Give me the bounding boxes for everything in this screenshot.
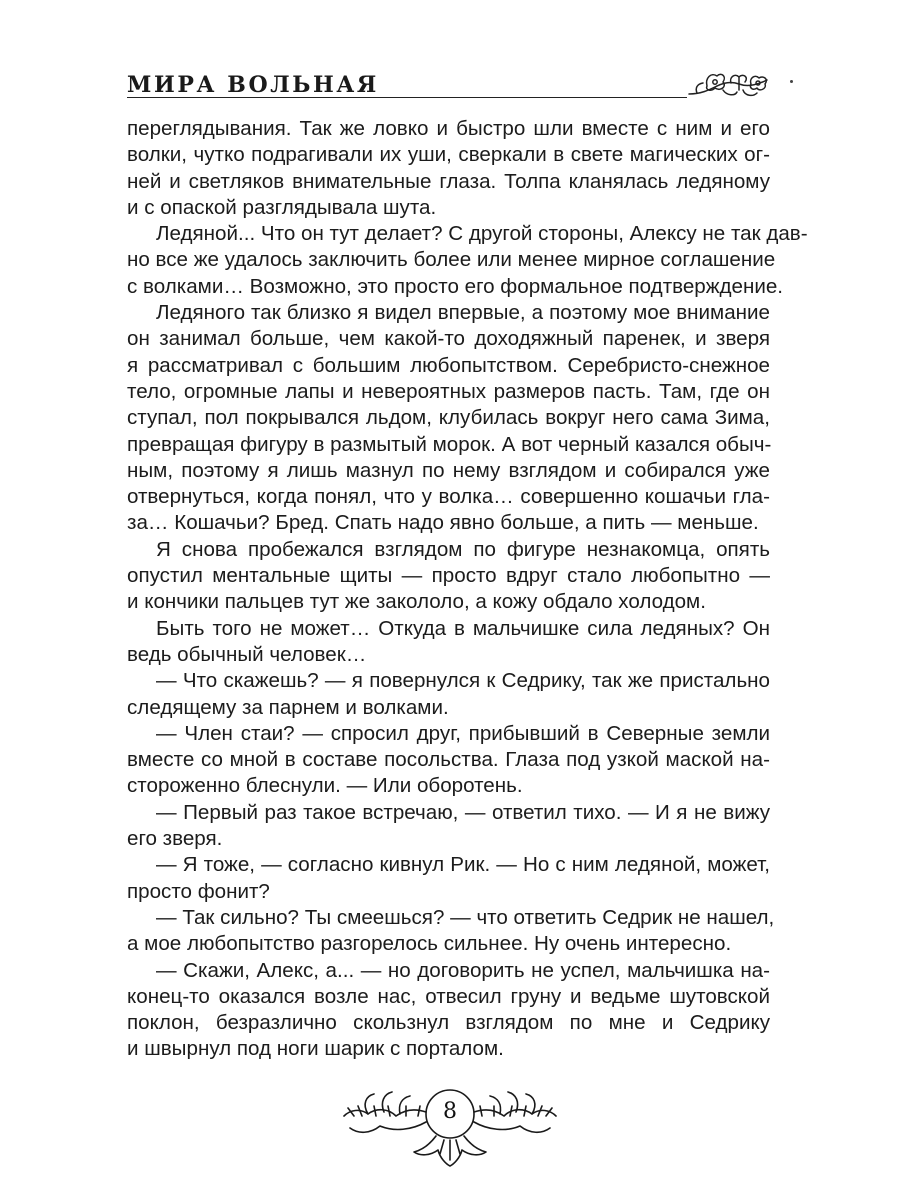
text-line: ступал, пол покрывался льдом, клубилась вокруг него сама Зима, — [127, 406, 770, 430]
text-line: поклон, безразлично скользнул взглядом по мне и Седрику — [127, 1011, 770, 1035]
running-header — [127, 62, 770, 102]
text-line: конец-то оказался возле нас, отвесил груну и ведьме шутовской — [127, 984, 770, 1008]
text-line: его зверя. — [127, 827, 223, 851]
text-line: переглядывания. Так же ловко и быстро шли вместе с ним и его — [127, 117, 770, 140]
text-line: и швырнул под ноги шарик с порталом. — [127, 1037, 504, 1061]
text-line: ным, поэтому я лишь мазнул по нему взглядом и собирался уже — [127, 458, 770, 482]
text-line: тело, огромные лапы и невероятных размеров пасть. Там, где он — [127, 379, 770, 403]
text-line: — Первый раз такое встречаю, — ответил тихо. — И я не вижу — [156, 800, 770, 824]
text-line: он занимал больше, чем какой-то доходяжный паренек, и зверя — [127, 327, 770, 351]
text-line: Быть того не может… Откуда в мальчишке сила ледяных? Он — [156, 616, 770, 640]
floral-ornament-icon — [687, 66, 771, 102]
page-number: 8 — [443, 1099, 457, 1124]
text-line: вместе со мной в составе посольства. Глаза под узкой маской на- — [127, 748, 770, 772]
text-line: отвернуться, когда понял, что у волка… совершенно кошачьи гла- — [127, 485, 770, 509]
text-line: за… Кошачьи? Бред. Спать надо явно больше, а пить — меньше. — [127, 511, 759, 535]
text-line: я рассматривал с большим любопытством. Серебристо-снежное — [127, 353, 770, 377]
text-line: — Так сильно? Ты смеешься? — что ответить Седрик не нашел, — [156, 905, 775, 929]
text-line: просто фонит? — [127, 879, 270, 903]
text-line: волки, чутко подрагивали их уши, сверкали в свете магических ог- — [127, 143, 770, 167]
text-line: превращая фигуру в размытый морок. А вот черный казался обыч- — [127, 432, 772, 456]
text-line: — Что скажешь? — я повернулся к Седрику, так же пристально — [156, 669, 770, 693]
text-line: Ледяной... Что он тут делает? С другой стороны, Алексу не так дав- — [156, 222, 808, 246]
text-line: опустил ментальные щиты — просто вдруг стало любопытно — — [127, 564, 770, 588]
text-line: с волками… Возможно, это просто его формальное подтверждение. — [127, 274, 784, 298]
text-line: — Член стаи? — спросил друг, прибывший в Северные земли — [156, 721, 770, 745]
author-name: МИРА ВОЛЬНАЯ — [127, 72, 379, 98]
header-rule — [127, 97, 687, 98]
text-line: стороженно блеснули. — Или оборотень. — [127, 774, 523, 798]
body-text — [127, 116, 808, 1063]
text-line: Я снова пробежался взглядом по фигуре незнакомца, опять — [156, 537, 770, 561]
print-speck — [790, 80, 793, 83]
text-line: но все же удалось заключить более или менее мирное соглашение — [127, 248, 776, 272]
text-line: следящему за парнем и волками. — [127, 695, 449, 719]
text-line: Ледяного так близко я видел впервые, а поэтому мое внимание — [156, 301, 770, 325]
text-line: — Скажи, Алекс, а... — но договорить не успел, мальчишка на- — [156, 958, 770, 982]
text-line: — Я тоже, — согласно кивнул Рик. — Но с ним ледяной, может, — [156, 853, 770, 877]
text-line: и с опаской разглядывала шута. — [127, 195, 437, 219]
text-line: и кончики пальцев тут же закололо, а кожу обдало холодом. — [127, 590, 706, 614]
text-line: ней и светляков внимательные глаза. Толпа кланялась ледяному — [127, 169, 770, 193]
text-line: ведь обычный человек… — [127, 642, 367, 666]
text-line: а мое любопытство разгорелось сильнее. Ну очень интересно. — [127, 932, 732, 956]
